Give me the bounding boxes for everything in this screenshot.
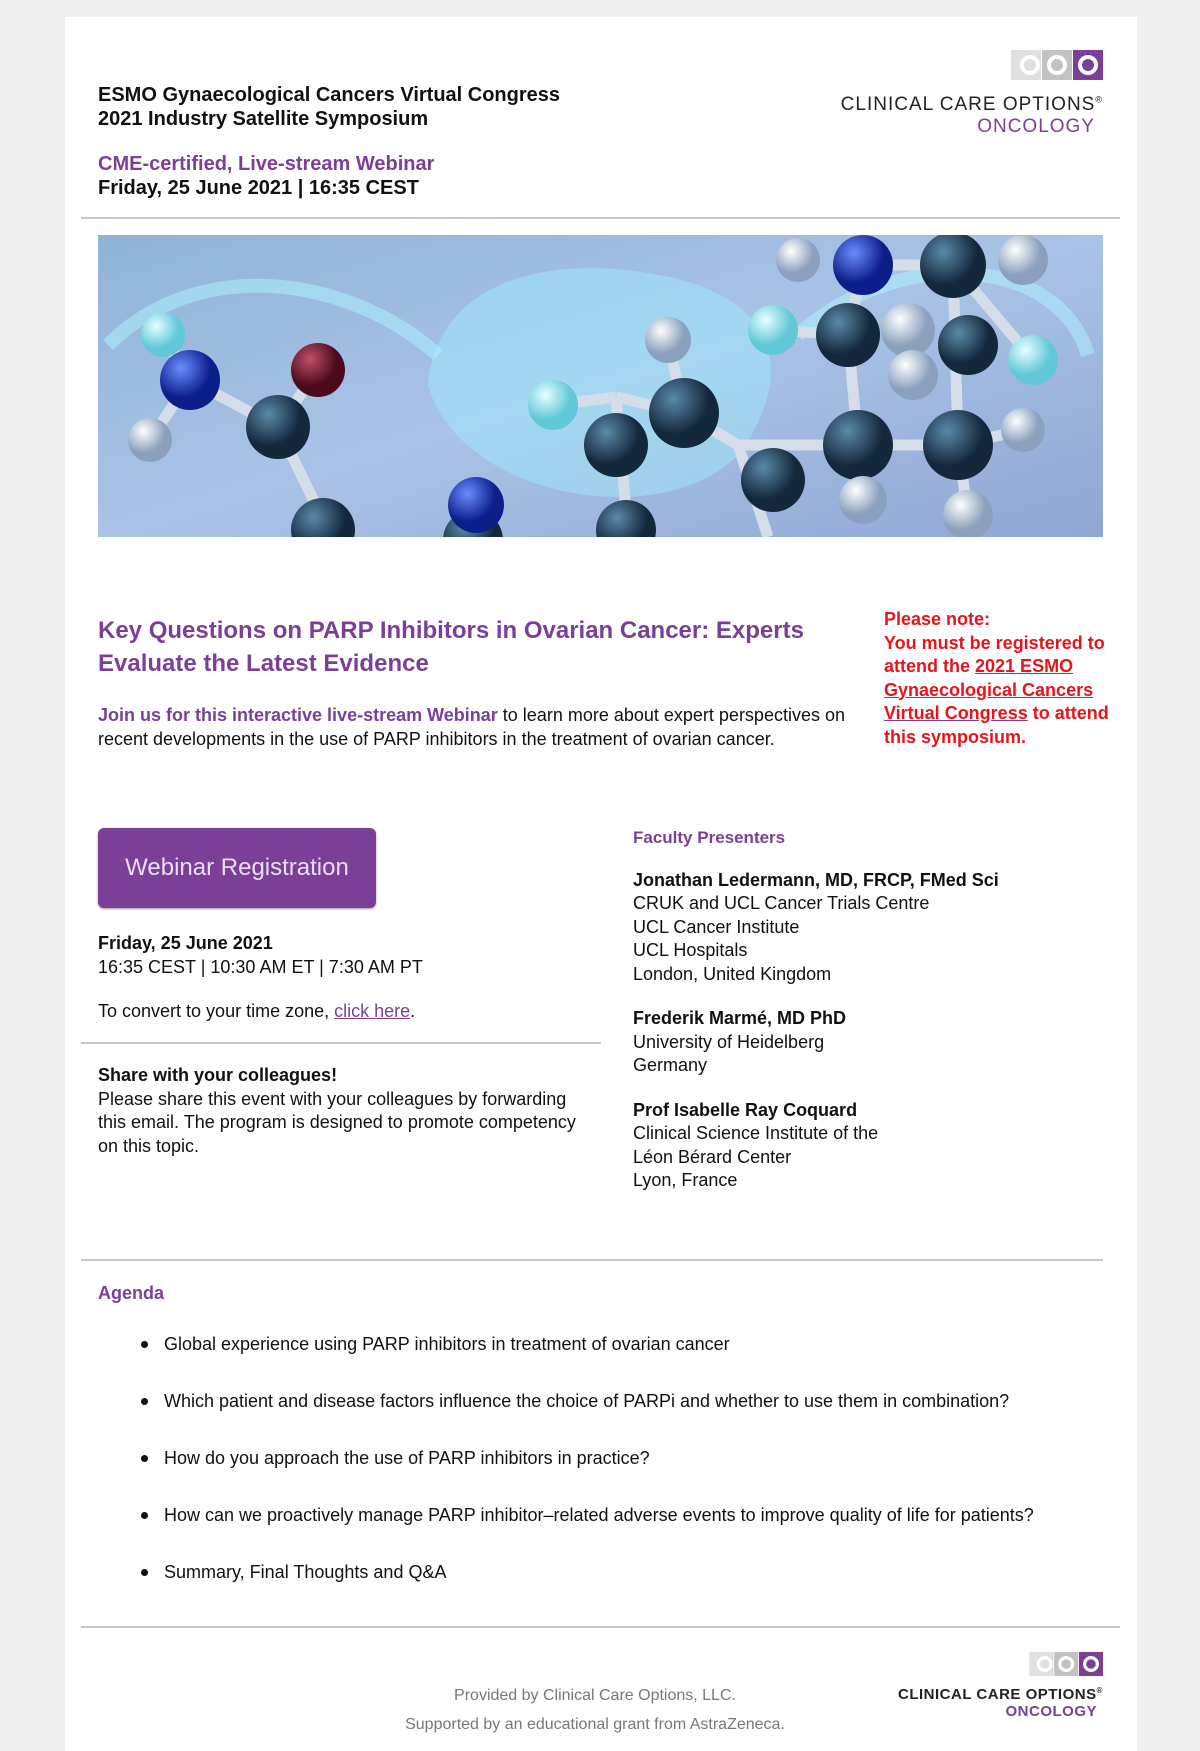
divider [81,1626,1120,1628]
intro-highlight: Join us for this interactive live-stream Webinar [98,705,498,725]
convert-text: To convert to your time zone, [98,1001,335,1021]
footer-provider: Provided by Clinical Care Options, LLC. [454,1687,736,1704]
footer-text [350,1681,840,1739]
share-body: Please share this event with your colleagues by forwarding this email. The program is designed to promote competency on this topic. [98,1088,576,1156]
agenda-item: Which patient and disease factors influence the choice of PARPi and whether to use them in combination? [164,1389,1034,1446]
title-line2: Evaluate the Latest Evidence [98,650,429,677]
faculty-name: Jonathan Ledermann, MD, FRCP, FMed Sci [633,869,999,890]
faculty-name: Prof Isabelle Ray Coquard [633,1099,858,1120]
webinar-title [98,614,818,680]
faculty-affiliation: Clinical Science Institute of the [633,1123,879,1143]
header-line1: ESMO Gynaecological Cancers Virtual Congress [98,84,561,106]
faculty-affiliation: Lyon, France [633,1170,738,1190]
agenda-item: How do you approach the use of PARP inhibitors in practice? [164,1446,1034,1503]
faculty-affiliation: UCL Hospitals [633,940,748,960]
event-datetime: Friday, 25 June 2021 | 16:35 CEST [98,177,419,199]
note-heading: Please note: [884,609,991,629]
logo-name: CLINICAL CARE OPTIONS [898,1686,1097,1703]
faculty-member [633,1007,1103,1078]
footer-support: Supported by an educational grant from AstraZeneca. [405,1716,785,1733]
agenda-heading: Agenda [98,1283,165,1303]
faculty-affiliation: London, United Kingdom [633,963,832,984]
faculty-affiliation: Léon Bérard Center [633,1146,792,1167]
timezone-link[interactable]: click here [334,1001,411,1021]
intro-text [98,704,858,751]
webinar-type: CME-certified, Live-stream Webinar [98,153,435,175]
intro-rest: to learn more about expert perspectives on recent developments in the use of PARP inhibitors in the treatment of ovarian cancer. [98,705,845,749]
logo-sub: ONCOLOGY [977,116,1095,137]
faculty-affiliation: CRUK and UCL Cancer Trials Centre [633,893,930,913]
logo-reg: ® [1096,1686,1103,1695]
schedule-times: 16:35 CEST | 10:30 AM ET | 7:30 AM PT [98,956,423,977]
agenda-item: Global experience using PARP inhibitors in treatment of ovarian cancer [164,1332,1034,1389]
faculty-member [633,1099,1103,1193]
footer-cco-logo [898,1652,1103,1720]
divider [81,1259,1103,1261]
divider [81,217,1120,219]
convert-post: . [410,1001,416,1021]
faculty-section [633,826,1103,1193]
logo-sub: ONCOLOGY [1005,1703,1097,1720]
schedule [98,932,423,1024]
event-header [98,83,560,131]
note-pre: You must be registered to attend the [884,632,1105,676]
agenda-list [164,1332,1034,1617]
faculty-name: Frederik Marmé, MD PhD [633,1008,847,1028]
faculty-affiliation: UCL Cancer Institute [633,916,800,937]
logo-name: CLINICAL CARE OPTIONS [840,94,1096,115]
faculty-heading: Faculty Presenters [633,828,786,847]
divider [81,1042,601,1044]
logo-mark-icon [841,50,1103,80]
schedule-date: Friday, 25 June 2021 [98,933,273,953]
logo-mark-icon [939,1652,1103,1673]
header-line2: 2021 Industry Satellite Symposium [98,108,429,130]
agenda-item: How can we proactively manage PARP inhibitor–related adverse events to improve quality of life for patients? [164,1503,1034,1560]
logo-reg: ® [1095,94,1103,105]
faculty-member [633,869,1103,987]
title-line1: Key Questions on PARP Inhibitors in Ovarian Cancer: Experts [98,617,804,644]
share-heading: Share with your colleagues! [98,1065,338,1085]
agenda-item: Summary, Final Thoughts and Q&A [164,1560,1034,1617]
congress-link[interactable]: 2021 ESMO Gynaecological Cancers Virtual Congress [884,656,1094,723]
hero-molecule-image [98,235,1103,537]
cco-logo [841,50,1103,138]
webinar-registration-button[interactable]: Webinar Registration [98,828,376,908]
faculty-affiliation: University of Heidelberg [633,1031,825,1052]
note-post: to attend this symposium. [884,703,1109,747]
share-section [98,1064,598,1158]
registration-note [884,608,1109,749]
faculty-affiliation: Germany [633,1055,708,1075]
